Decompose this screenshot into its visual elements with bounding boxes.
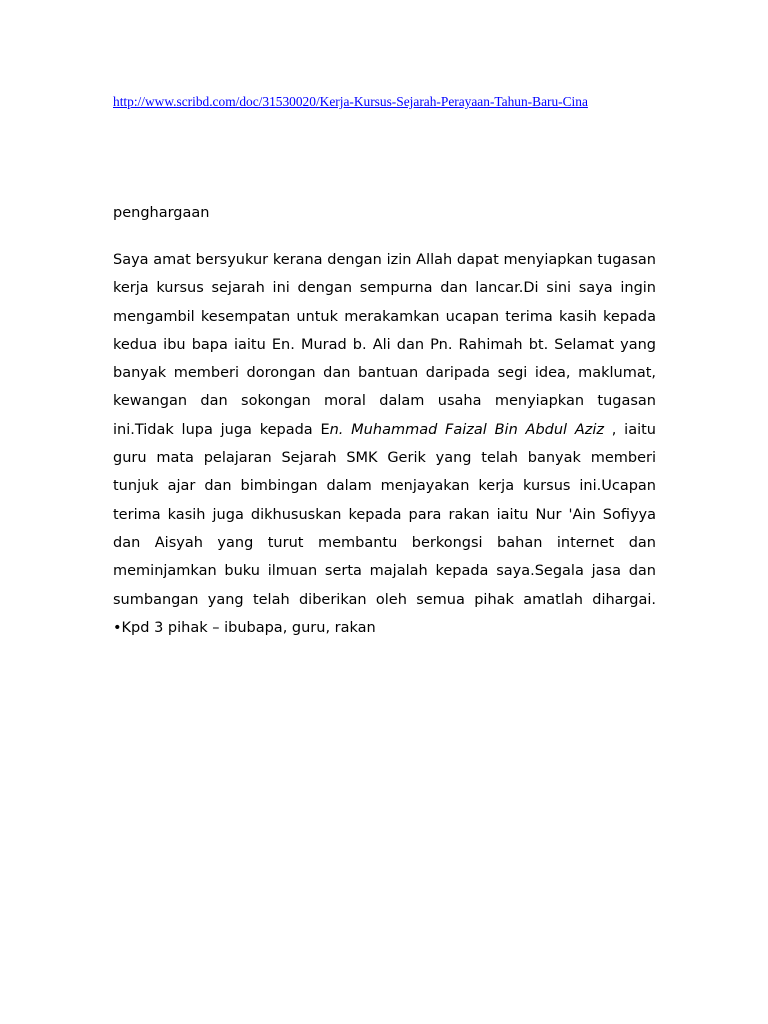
source-link-line (113, 93, 673, 111)
source-link[interactable]: http://www.scribd.com/doc/31530020/Kerja-Kursus-Sejarah-Perayaan-Tahun-Baru-Cina (113, 94, 588, 109)
heading-penghargaan: penghargaan (113, 205, 210, 221)
acknowledgement-paragraph (113, 246, 656, 642)
teacher-name: n. Muhammad Faizal Bin Abdul Aziz (329, 421, 605, 438)
paragraph-text-part2: , iaitu guru mata pelajaran Sejarah SMK Gerik yang telah banyak memberi tunjuk ajar dan bimbingan dalam menjayakan kerja kursus ini.Ucapan terima kasih juga dikhususkan kepada para rakan iaitu Nur 'Ain Sofiyya dan Aisyah yang turut membantu berkongsi bahan internet dan meminjamkan buku ilmuan serta majalah kepada saya.Segala jasa dan sumbangan yang telah diberikan oleh semua pihak amatlah dihargai. •Kpd 3 pihak – ibubapa, guru, rakan (113, 421, 656, 636)
paragraph-text-part1: Saya amat bersyukur kerana dengan izin Allah dapat menyiapkan tugasan kerja kursus sejarah ini dengan sempurna dan lancar.Di sini saya ingin mengambil kesempatan untuk merakamkan ucapan terima kasih kepada kedua ibu bapa iaitu En. Murad b. Ali dan Pn. Rahimah bt. Selamat yang banyak memberi dorongan dan bantuan daripada segi idea, maklumat, kewangan dan sokongan moral dalam usaha menyiapkan tugasan ini.Tidak lupa juga kepada E (113, 252, 656, 438)
